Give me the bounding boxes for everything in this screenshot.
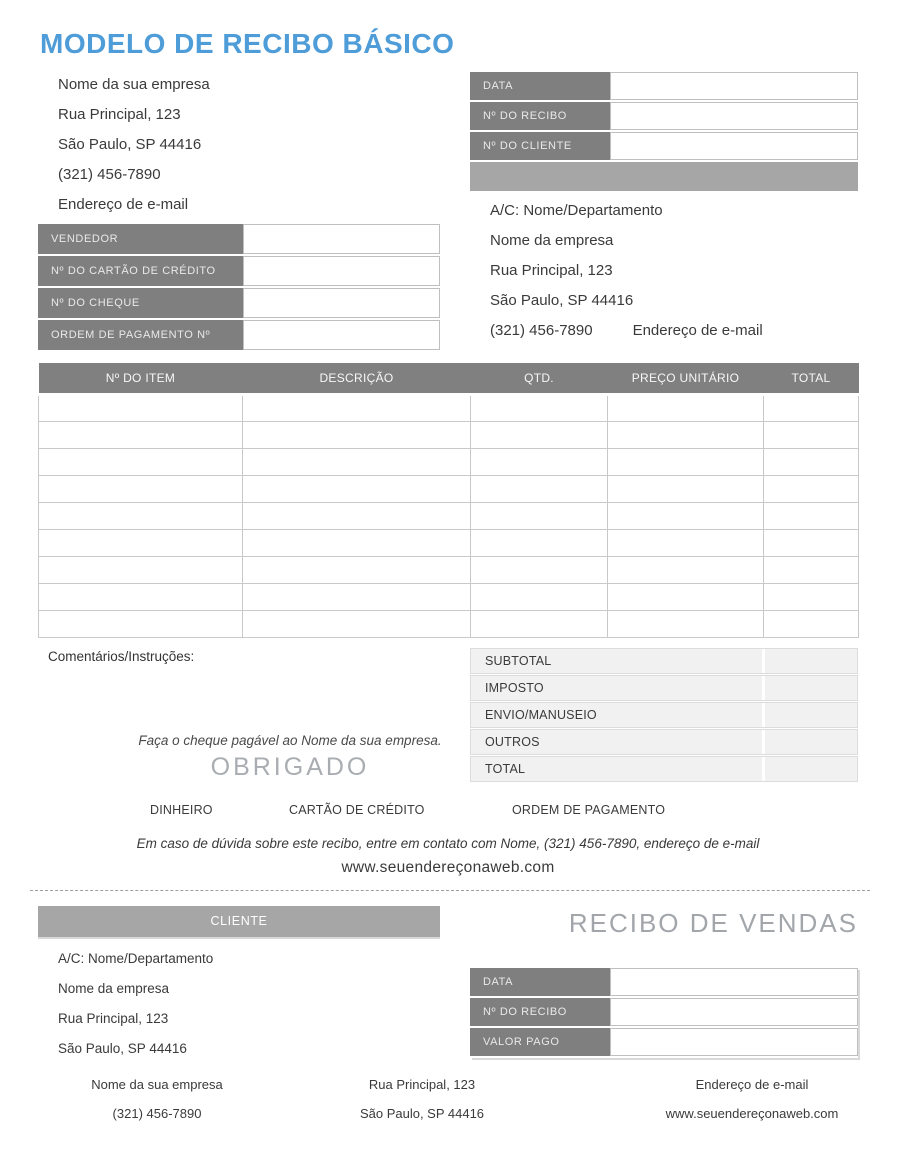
thank-you-text: OBRIGADO [210, 753, 370, 781]
item-cell[interactable] [471, 610, 608, 637]
item-row [39, 529, 859, 556]
item-cell[interactable] [243, 502, 471, 529]
seller-city: São Paulo, SP 44416 [58, 136, 202, 153]
stub-date-label: DATA [470, 968, 610, 996]
other-label: OUTROS [485, 735, 540, 749]
date-label: DATA [470, 72, 610, 100]
item-cell[interactable] [39, 394, 243, 421]
item-cell[interactable] [39, 556, 243, 583]
subtotal-field[interactable] [762, 649, 857, 673]
payment-field-row [38, 256, 440, 286]
tax-field[interactable] [762, 676, 857, 700]
seller-email: Endereço de e-mail [58, 196, 189, 213]
billto-city: São Paulo, SP 44416 [490, 292, 634, 309]
item-cell[interactable] [764, 394, 859, 421]
gray-divider-bar [470, 162, 858, 191]
item-cell[interactable] [243, 421, 471, 448]
subtotal-label: SUBTOTAL [485, 654, 552, 668]
stub-amount-paid-field[interactable] [610, 1028, 858, 1056]
payment-method-credit-card: CARTÃO DE CRÉDITO [289, 803, 425, 817]
stub-receipt-number-field[interactable] [610, 998, 858, 1026]
payment-fields-table [38, 224, 440, 352]
payment-field-row [38, 320, 440, 350]
item-cell[interactable] [764, 610, 859, 637]
item-cell[interactable] [764, 556, 859, 583]
footer-street: Rua Principal, 123 [368, 1077, 476, 1092]
item-cell[interactable] [608, 448, 764, 475]
items-body [39, 394, 859, 637]
salesperson-field[interactable] [243, 224, 440, 254]
tax-label: IMPOSTO [485, 681, 544, 695]
item-cell[interactable] [608, 583, 764, 610]
customer-stub-header: CLIENTE [38, 906, 440, 937]
seller-company-name: Nome da sua empresa [58, 76, 210, 93]
item-cell[interactable] [39, 583, 243, 610]
check-payable-note: Faça o cheque pagável ao Nome da sua empresa. [138, 733, 442, 748]
item-cell[interactable] [243, 529, 471, 556]
item-cell[interactable] [471, 421, 608, 448]
item-cell[interactable] [608, 475, 764, 502]
item-cell[interactable] [39, 502, 243, 529]
seller-street: Rua Principal, 123 [58, 106, 181, 123]
footer-company-name: Nome da sua empresa [91, 1077, 223, 1092]
customer-number-label: Nº DO CLIENTE [470, 132, 610, 160]
credit-card-number-field[interactable] [243, 256, 440, 286]
seller-address-block [58, 70, 210, 220]
item-cell[interactable] [608, 529, 764, 556]
item-cell[interactable] [39, 610, 243, 637]
item-cell[interactable] [764, 529, 859, 556]
item-cell[interactable] [471, 583, 608, 610]
item-row [39, 556, 859, 583]
bill-to-block [490, 196, 763, 346]
item-cell[interactable] [471, 502, 608, 529]
billto-attn: A/C: Nome/Departamento [490, 202, 663, 219]
stub-customer-block [58, 944, 213, 1064]
shipping-field[interactable] [762, 703, 857, 727]
check-number-label: Nº DO CHEQUE [38, 288, 243, 318]
col-quantity: QTD. [471, 363, 608, 394]
item-cell[interactable] [39, 421, 243, 448]
payment-field-row [38, 224, 440, 254]
receipt-info-row [470, 72, 858, 100]
receipt-number-label: Nº DO RECIBO [470, 102, 610, 130]
money-order-number-field[interactable] [243, 320, 440, 350]
footer-company-column [52, 1070, 262, 1128]
item-cell[interactable] [608, 610, 764, 637]
item-cell[interactable] [471, 529, 608, 556]
stub-attn: A/C: Nome/Departamento [58, 951, 214, 966]
item-cell[interactable] [764, 502, 859, 529]
receipt-number-field[interactable] [610, 102, 858, 130]
billto-street: Rua Principal, 123 [490, 262, 613, 279]
item-row [39, 475, 859, 502]
date-field[interactable] [610, 72, 858, 100]
item-cell[interactable] [764, 448, 859, 475]
item-cell[interactable] [39, 475, 243, 502]
total-row [470, 648, 858, 674]
item-row [39, 394, 859, 421]
footer-phone: (321) 456-7890 [112, 1106, 202, 1121]
stub-info-table [470, 968, 858, 1058]
stub-info-row [470, 1028, 858, 1056]
items-header-row [39, 363, 859, 394]
sales-receipt-title: RECIBO DE VENDAS [568, 908, 858, 938]
col-unit-price: PREÇO UNITÁRIO [608, 363, 764, 394]
col-item-number: Nº DO ITEM [39, 363, 243, 394]
stub-receipt-number-label: Nº DO RECIBO [470, 998, 610, 1026]
stub-date-field[interactable] [610, 968, 858, 996]
item-cell[interactable] [608, 556, 764, 583]
payment-field-row [38, 288, 440, 318]
footer-website: www.seuendereçonaweb.com [665, 1106, 839, 1121]
salesperson-label: VENDEDOR [38, 224, 243, 254]
item-cell[interactable] [243, 556, 471, 583]
stub-amount-paid-label: VALOR PAGO [470, 1028, 610, 1056]
stub-info-row [470, 998, 858, 1026]
billto-company: Nome da empresa [490, 232, 614, 249]
footer-web-column [622, 1070, 882, 1128]
total-row [470, 702, 858, 728]
billto-phone: (321) 456-7890 [490, 322, 593, 339]
col-description: DESCRIÇÃO [243, 363, 471, 394]
footer-email: Endereço de e-mail [695, 1077, 809, 1092]
receipt-info-table [470, 72, 858, 191]
item-cell[interactable] [608, 502, 764, 529]
item-cell[interactable] [39, 448, 243, 475]
stub-city: São Paulo, SP 44416 [58, 1041, 187, 1056]
credit-card-number-label: Nº DO CARTÃO DE CRÉDITO [38, 256, 243, 286]
payment-method-money-order: ORDEM DE PAGAMENTO [512, 803, 666, 817]
stub-company: Nome da empresa [58, 981, 170, 996]
shipping-label: ENVIO/MANUSEIO [485, 708, 597, 722]
customer-number-field[interactable] [610, 132, 858, 160]
billto-email: Endereço de e-mail [632, 322, 763, 339]
website-text: www.seuendereçonaweb.com [341, 859, 555, 876]
item-row [39, 583, 859, 610]
footer-city: São Paulo, SP 44416 [359, 1106, 485, 1121]
item-cell[interactable] [39, 529, 243, 556]
stub-street: Rua Principal, 123 [58, 1011, 169, 1026]
item-cell[interactable] [471, 556, 608, 583]
item-cell[interactable] [764, 421, 859, 448]
item-row [39, 421, 859, 448]
item-cell[interactable] [471, 394, 608, 421]
item-cell[interactable] [243, 475, 471, 502]
dashed-divider [30, 890, 870, 891]
footer-address-column [322, 1070, 522, 1128]
receipt-info-row [470, 132, 858, 160]
comments-label: Comentários/Instruções: [48, 649, 195, 664]
item-row [39, 448, 859, 475]
item-row [39, 610, 859, 637]
grand-total-field[interactable] [762, 757, 857, 781]
item-cell[interactable] [243, 610, 471, 637]
item-cell[interactable] [608, 421, 764, 448]
item-cell[interactable] [608, 394, 764, 421]
item-cell[interactable] [243, 448, 471, 475]
seller-phone: (321) 456-7890 [58, 166, 161, 183]
item-cell[interactable] [764, 475, 859, 502]
page-title: MODELO DE RECIBO BÁSICO [40, 28, 455, 59]
item-cell[interactable] [471, 448, 608, 475]
col-total: TOTAL [764, 363, 859, 394]
item-row [39, 502, 859, 529]
money-order-number-label: ORDEM DE PAGAMENTO Nº [38, 320, 243, 350]
check-number-field[interactable] [243, 288, 440, 318]
items-table [38, 363, 859, 638]
contact-note: Em caso de dúvida sobre este recibo, entre em contato com Nome, (321) 456-7890, endereço de e-mail [136, 836, 760, 851]
stub-info-row [470, 968, 858, 996]
item-cell[interactable] [243, 583, 471, 610]
payment-method-cash: DINHEIRO [150, 803, 213, 817]
item-cell[interactable] [471, 475, 608, 502]
item-cell[interactable] [764, 583, 859, 610]
item-cell[interactable] [243, 394, 471, 421]
total-row [470, 675, 858, 701]
grand-total-label: TOTAL [485, 762, 526, 776]
other-field[interactable] [762, 730, 857, 754]
receipt-info-row [470, 102, 858, 130]
